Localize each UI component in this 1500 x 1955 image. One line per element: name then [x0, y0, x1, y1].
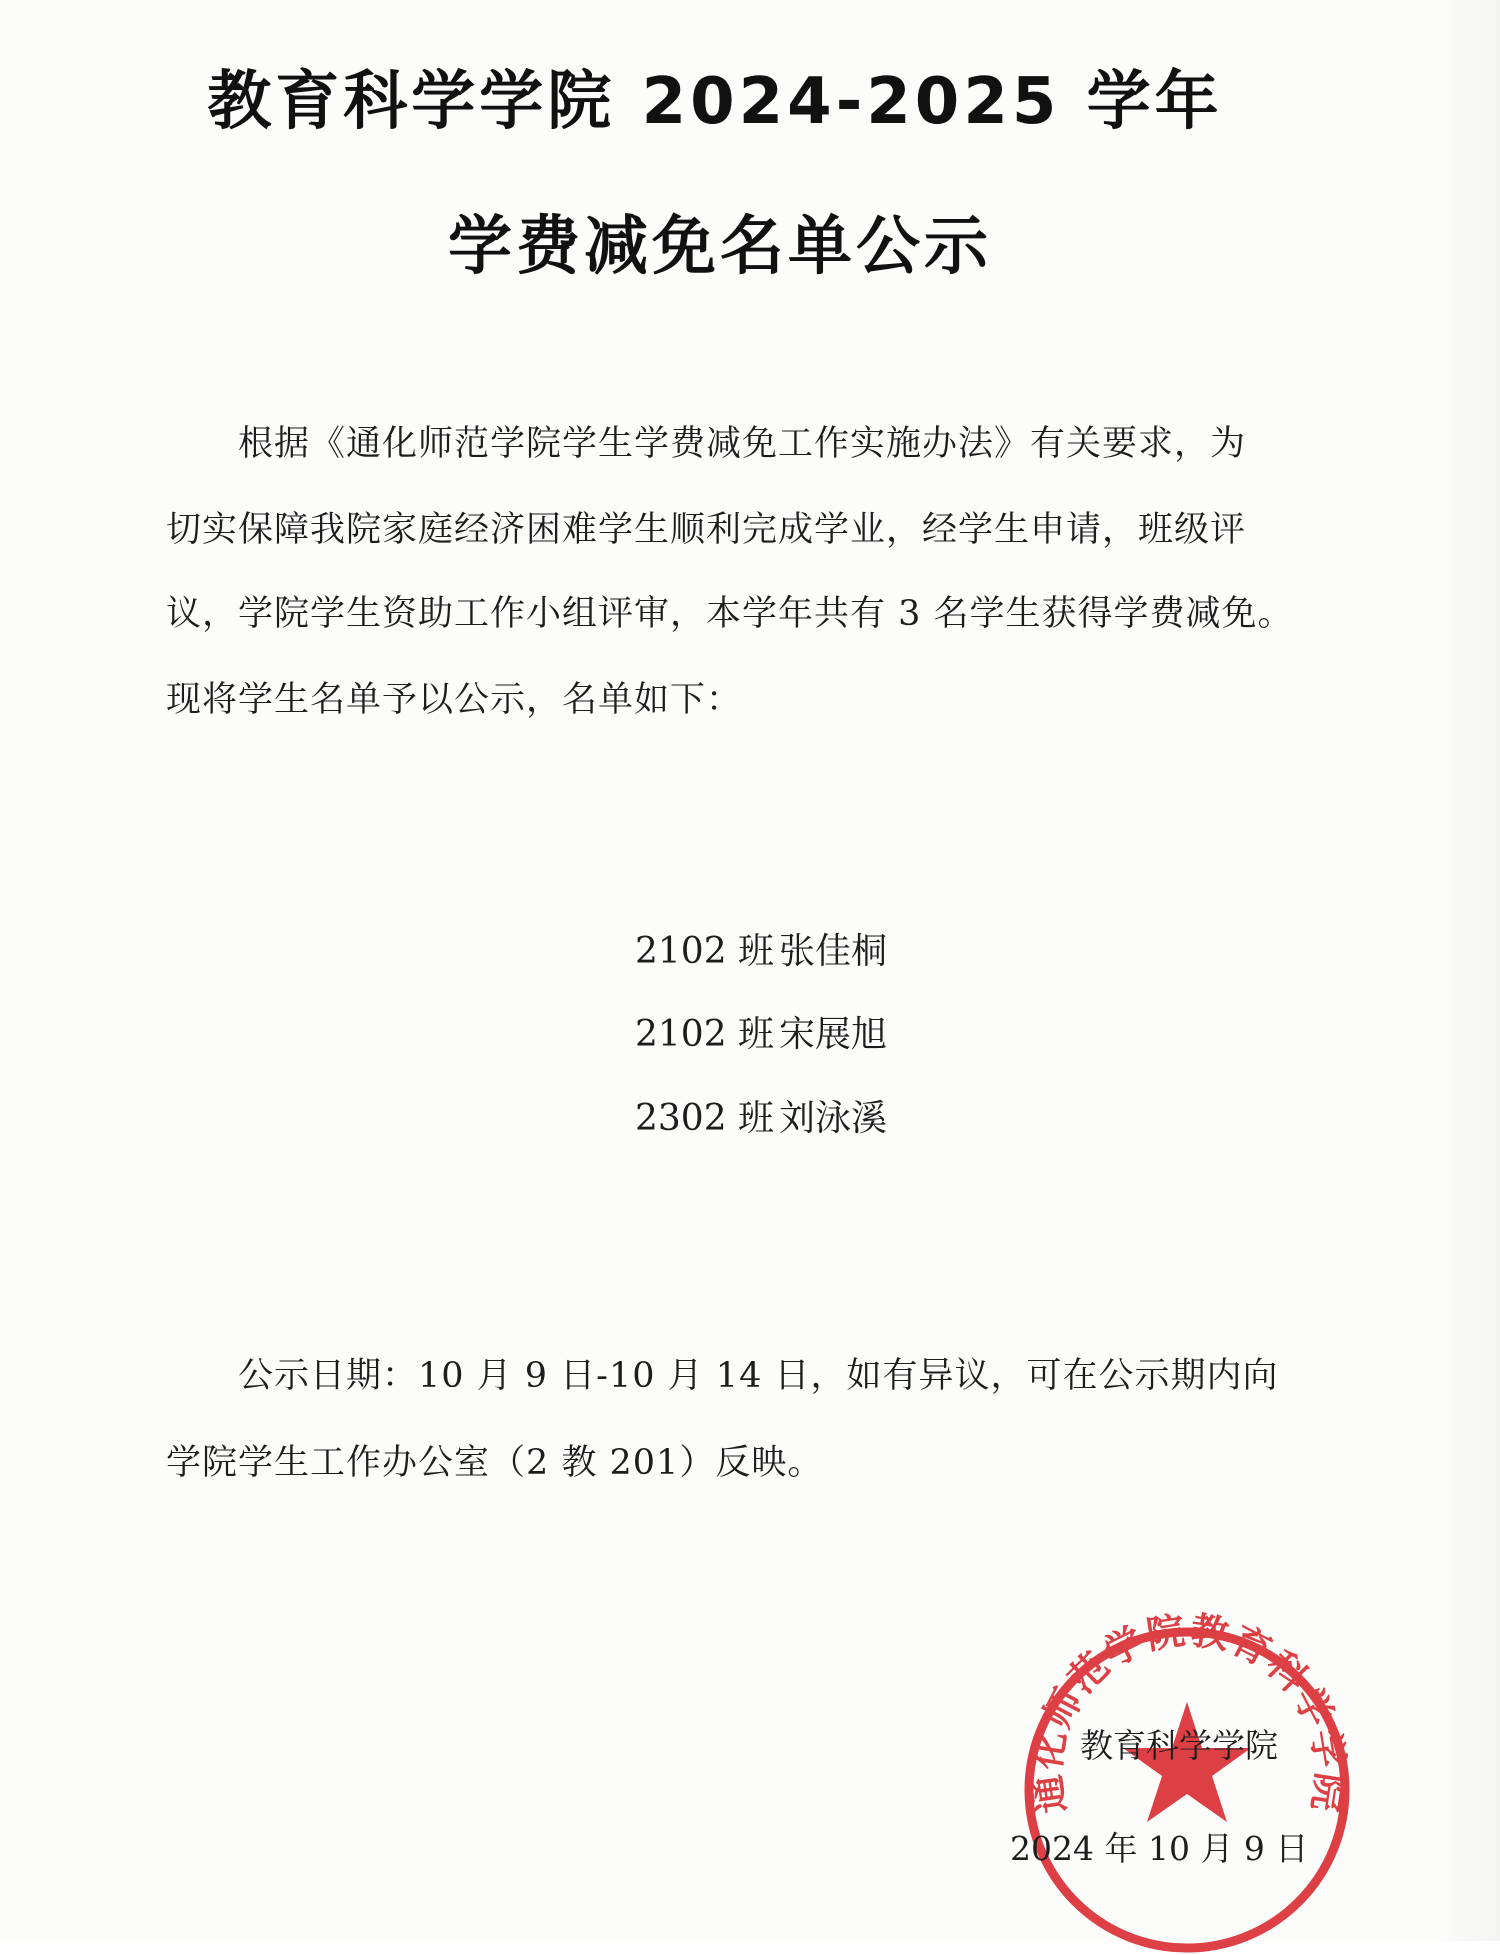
intro-line-3: 议，学院学生资助工作小组评审，本学年共有 3 名学生获得学费减免。 — [166, 594, 1294, 634]
signature-org: 教育科学学院 — [1080, 1726, 1278, 1765]
student-name: 宋展旭 — [779, 1014, 888, 1055]
document-title-line-2: 学费减免名单公示 — [448, 210, 992, 284]
student-row — [635, 923, 887, 974]
scan-shadow — [1440, 0, 1500, 1941]
student-row — [635, 1006, 887, 1057]
notice-line-1: 公示日期：10 月 9 日-10 月 14 日，如有异议，可在公示期内向 — [238, 1356, 1279, 1396]
document-title-line-1: 教育科学学院 2024-2025 学年 — [207, 65, 1223, 139]
student-name: 张佳桐 — [779, 931, 888, 972]
intro-line-2: 切实保障我院家庭经济困难学生顺利完成学业，经学生申请，班级评 — [166, 510, 1247, 550]
student-class: 2302 班 — [635, 1098, 775, 1139]
intro-line-4: 现将学生名单予以公示，名单如下： — [166, 680, 743, 720]
student-class: 2102 班 — [635, 1014, 775, 1055]
signature-date: 2024 年 10 月 9 日 — [1010, 1829, 1309, 1868]
student-name: 刘泳溪 — [779, 1098, 888, 1139]
student-row — [635, 1090, 887, 1141]
notice-line-2: 学院学生工作办公室（2 教 201）反映。 — [166, 1443, 824, 1483]
intro-line-1: 根据《通化师范学院学生学费减免工作实施办法》有关要求，为 — [238, 424, 1247, 464]
seal-text: 通化师范学院教育科学学院 — [1024, 1610, 1353, 1817]
student-class: 2102 班 — [635, 931, 775, 972]
official-seal — [1015, 1610, 1360, 1955]
